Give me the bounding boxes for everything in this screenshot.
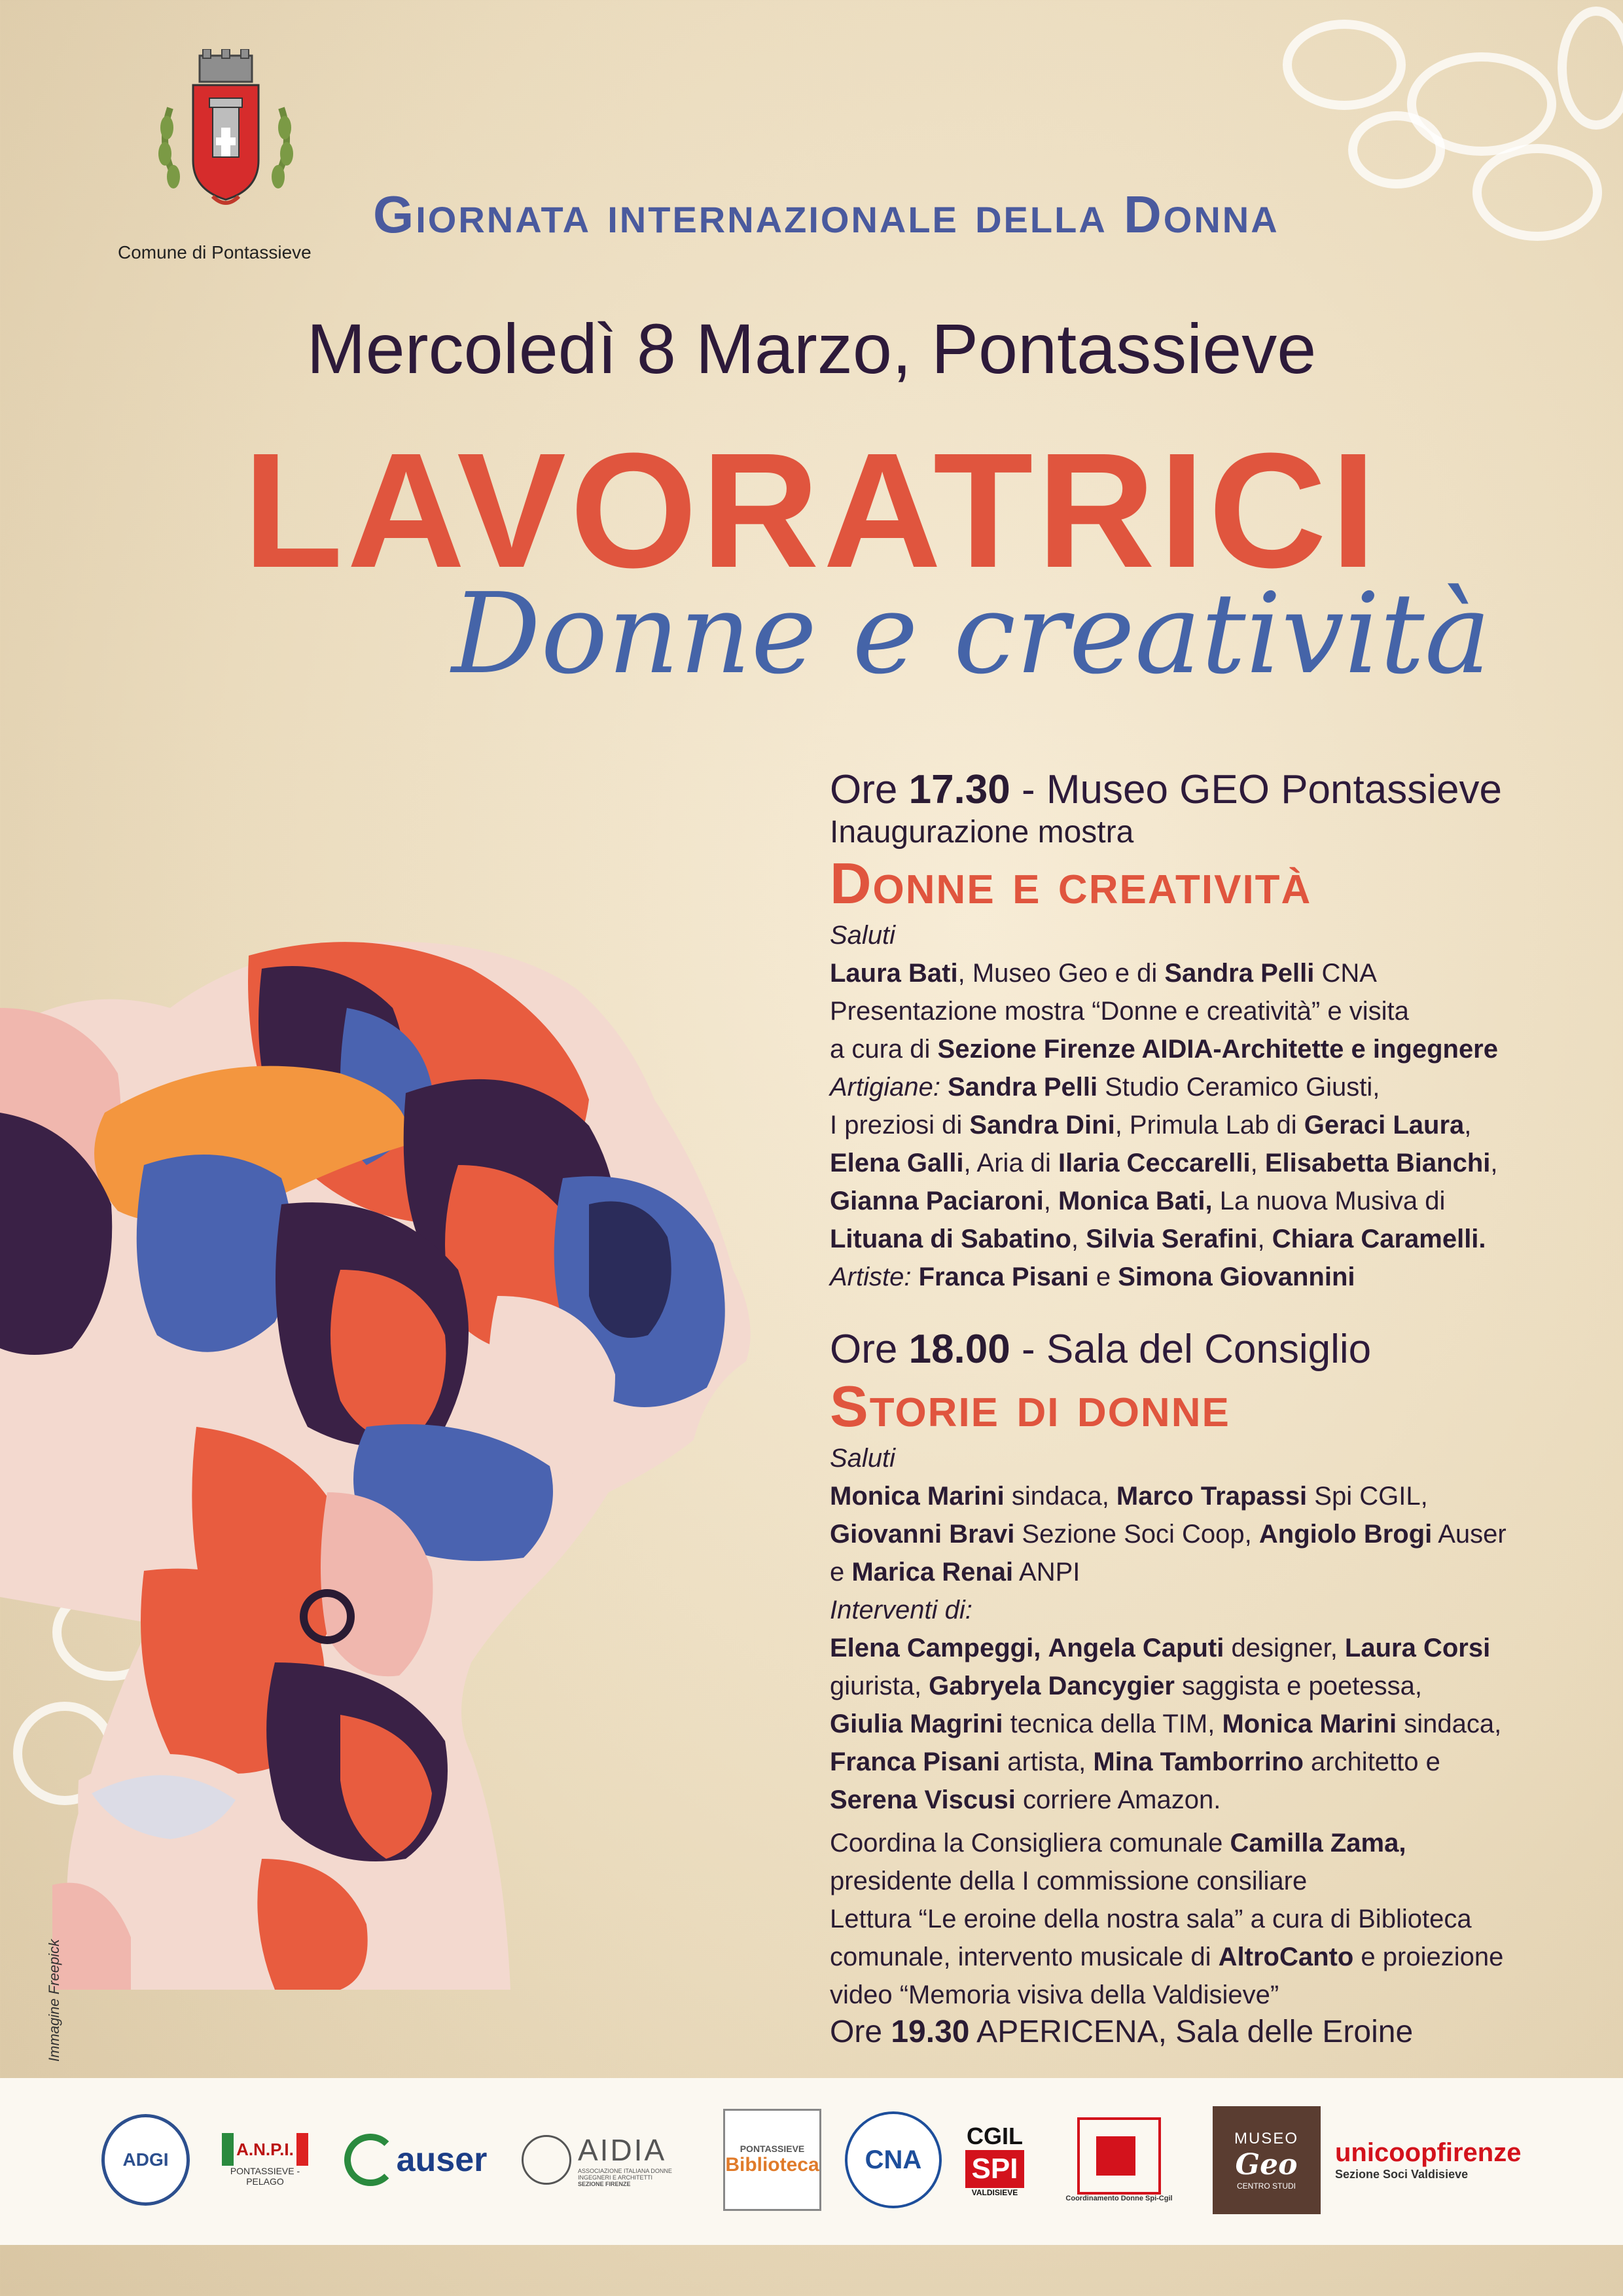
adgi-logo: ADGI: [101, 2104, 190, 2215]
session1-line: Presentazione mostra “Donne e creatività” e visita: [830, 997, 1409, 1026]
auser-logo: auser: [337, 2104, 494, 2215]
session2-line: Lettura “Le eroine della nostra sala” a cura di Biblioteca: [830, 1905, 1472, 1933]
session2-line: Serena Viscusi corriere Amazon.: [830, 1785, 1221, 1814]
image-credit: Immagine Freepick: [46, 1939, 62, 2062]
session2-interventi-label: Interventi di:: [830, 1596, 972, 1624]
session2-line: Giovanni Bravi Sezione Soci Coop, Angiolo Brogi Auser: [830, 1520, 1507, 1549]
museo-geo-logo: MUSEO Geo CENTRO STUDI: [1211, 2104, 1322, 2215]
date-line: Mercoledì 8 Marzo, Pontassieve: [306, 309, 1317, 388]
session1-time: 17.30: [908, 767, 1010, 812]
session2-title: Storie di donne: [830, 1374, 1230, 1439]
municipality-caption: Comune di Pontassieve: [118, 242, 312, 262]
session2-line: giurista, Gabryela Dancygier saggista e poetessa,: [830, 1672, 1422, 1700]
session1-saluti-label: Saluti: [830, 921, 896, 950]
session2-time-line: Ore 18.00 - Sala del Consiglio: [830, 1327, 1372, 1372]
program-session-3: [830, 2013, 1582, 2052]
session2-line: Giulia Magrini tecnica della TIM, Monica Marini sindaca,: [830, 1710, 1502, 1738]
session2-line: video “Memoria visiva della Valdisieve”: [830, 1981, 1279, 2009]
session2-venue: - Sala del Consiglio: [1010, 1327, 1372, 1372]
main-title: LAVORATRICI: [243, 419, 1380, 601]
cna-logo: CNA: [844, 2104, 942, 2215]
aidia-logo: AIDIA ASSOCIAZIONE ITALIANA DONNE INGEGNERI E ARCHITETTI SEZIONE FIRENZE: [510, 2104, 700, 2215]
event-title: Giornata internazionale della Donna: [373, 185, 1279, 243]
women-profiles-illustration: [0, 929, 785, 2003]
session1-title: Donne e creatività: [830, 851, 1312, 916]
session1-line: I preziosi di Sandra Dini, Primula Lab di Geraci Laura,: [830, 1111, 1472, 1139]
session1-venue: - Museo GEO Pontassieve: [1010, 767, 1502, 812]
session1-line: Lituana di Sabatino, Silvia Serafini, Chiara Caramelli.: [830, 1225, 1486, 1253]
anpi-logo: A.N.P.I. PONTASSIEVE - PELAGO: [216, 2104, 314, 2215]
session1-line: Laura Bati, Museo Geo e di Sandra Pelli CNA: [830, 959, 1377, 988]
session2-line: Elena Campeggi, Angela Caputi designer, Laura Corsi: [830, 1634, 1491, 1662]
session1-intro: Inaugurazione mostra: [830, 815, 1134, 850]
program-session-2: [830, 1325, 1582, 2014]
session1-line: a cura di Sezione Firenze AIDIA-Architette e ingegnere: [830, 1035, 1498, 1064]
municipality-crest-logo: [151, 49, 301, 226]
session2-line: comunale, intervento musicale di AltroCanto e proiezione: [830, 1943, 1504, 1971]
session2-saluti-label: Saluti: [830, 1444, 896, 1473]
session3-line: Ore 19.30 APERICENA, Sala delle Eroine: [830, 2015, 1414, 2049]
subtitle: Donne e creatività: [452, 569, 1491, 699]
session1-line: Elena Galli, Aria di Ilaria Ceccarelli, Elisabetta Bianchi,: [830, 1149, 1498, 1177]
session1-time-line: Ore 17.30 - Museo GEO Pontassieve: [830, 767, 1502, 812]
unicoop-firenze-logo: unicoopfirenze Sezione Soci Valdisieve: [1335, 2138, 1522, 2181]
session2-line: Monica Marini sindaca, Marco Trapassi Spi CGIL,: [830, 1482, 1428, 1511]
session2-line: presidente della I commissione consiliare: [830, 1867, 1308, 1895]
coordinamento-donne-logo: Coordinamento Donne Spi-Cgil: [1054, 2104, 1185, 2215]
session2-line: e Marica Renai ANPI: [830, 1558, 1080, 1587]
session1-line: Gianna Paciaroni, Monica Bati, La nuova Musiva di: [830, 1187, 1446, 1215]
biblioteca-logo: PONTASSIEVE Biblioteca: [723, 2104, 821, 2215]
cgil-spi-logo: CGIL SPI VALDISIEVE: [955, 2104, 1034, 2215]
session2-line: Coordina la Consigliera comunale Camilla Zama,: [830, 1829, 1406, 1857]
session1-line: Artiste: Franca Pisani e Simona Giovannini: [830, 1263, 1355, 1291]
session2-time: 18.00: [908, 1327, 1010, 1372]
session1-line: Artigiane: Sandra Pelli Studio Ceramico Giusti,: [830, 1073, 1380, 1102]
session2-line: Franca Pisani artista, Mina Tamborrino architetto e: [830, 1748, 1440, 1776]
program-session-1: [830, 766, 1582, 1296]
